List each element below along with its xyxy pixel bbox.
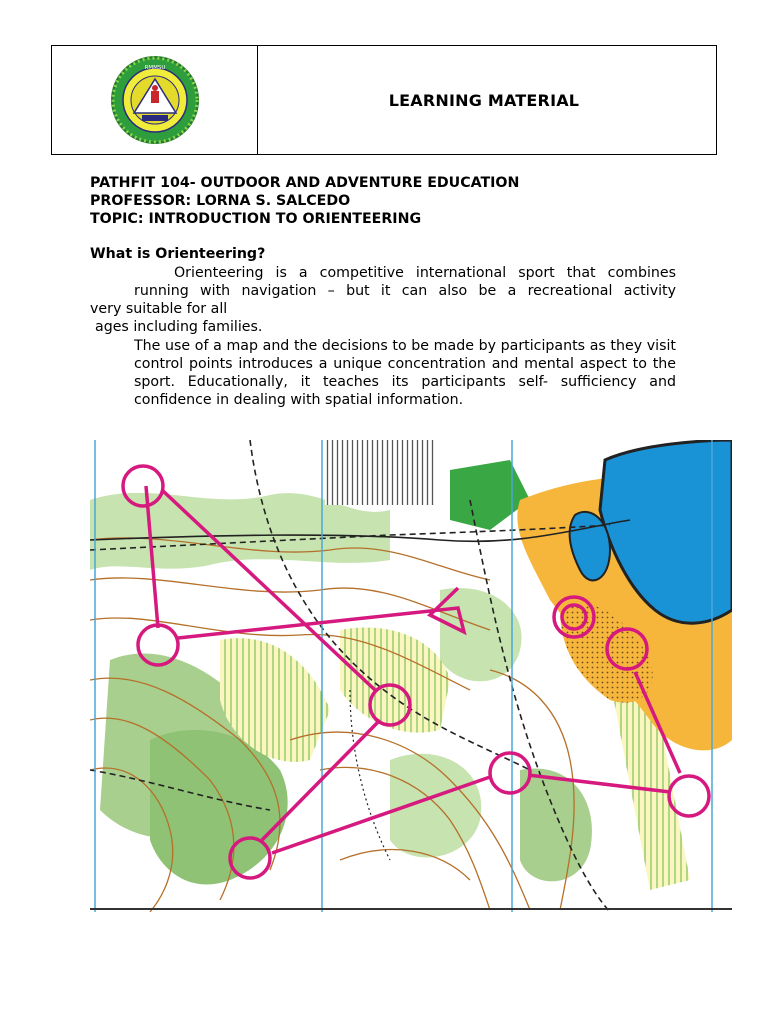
- paragraph-line: Orienteering is a competitive international sport that combines: [174, 265, 676, 281]
- course-line: PATHFIT 104- OUTDOOR AND ADVENTURE EDUCATION: [90, 175, 520, 191]
- header-table: [51, 45, 717, 155]
- paragraph-text: The use of a map and the decisions to be made by participants as they visit control points introduces a unique concentration and mental aspect to the sport. Educationally, it teaches its participants self- sufficiency and confidence in dealing with spatial information.: [134, 338, 676, 408]
- orienteering-map-icon: [90, 440, 732, 912]
- paragraph-education: [90, 337, 676, 409]
- document-title: LEARNING MATERIAL: [388, 90, 580, 110]
- section-heading: What is Orienteering?: [90, 246, 266, 262]
- svg-text:RMMSU: RMMSU: [144, 65, 165, 71]
- paragraph-line: ages including families.: [95, 319, 263, 335]
- paragraph-line: running with navigation – but it can also be a recreational activity: [134, 283, 676, 299]
- topic-line: TOPIC: INTRODUCTION TO ORIENTEERING: [90, 211, 422, 227]
- logo-cell: [52, 46, 258, 154]
- course-info: [90, 174, 519, 228]
- paragraph-definition: [90, 264, 676, 336]
- professor-line: PROFESSOR: LORNA S. SALCEDO: [90, 193, 351, 209]
- university-seal-icon: [110, 55, 200, 145]
- orienteering-map-image: [90, 440, 732, 912]
- paragraph-line: very suitable for all: [90, 301, 228, 317]
